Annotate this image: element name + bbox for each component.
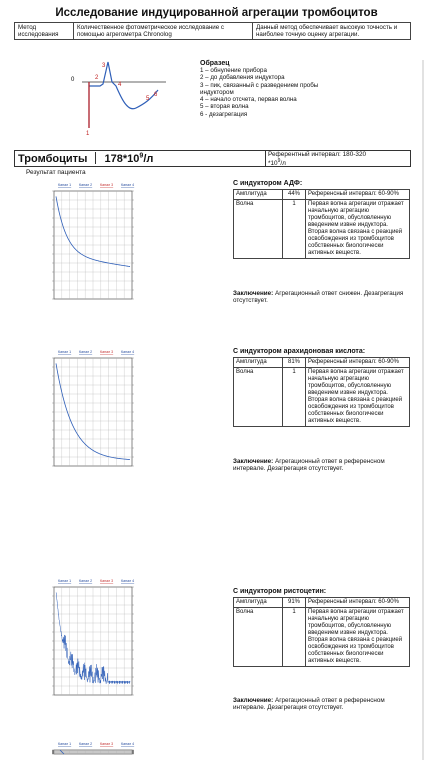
sample-legend-item-3: 3 – пик, связанный с разведением пробы индуктором [200,81,319,96]
conclusion-label: Заключение: [233,697,274,704]
inductor-risto-table [233,597,410,667]
method-note: Данный метод обеспечивает высокую точность и наиболее точную оценку агрегации. [253,23,411,40]
platelets-divider [95,152,96,164]
sample-legend-item-1: 1 – обнуление прибора [200,67,267,74]
method-label: Метод исследования [15,23,74,40]
amp-label: Амплитуда [234,598,283,608]
wave-label: Волна [234,368,283,427]
diagram-label-4: 4 [118,82,122,88]
sample-legend-item-4: 4 – начало отсчета, первая волна [200,96,297,104]
chart-legend-item: Канал 2 [79,350,93,354]
amp-value: 44% [283,190,306,200]
diagram-label-5: 5 [146,96,150,102]
chart-legend-item: Канал 1 [58,579,72,583]
conclusion-text: Агрегационный ответ снижен. Дезагрегация отсутствует. [233,290,404,305]
diagram-label-2: 2 [95,75,99,81]
sample-curve-diagram [62,56,180,138]
chart-legend [58,579,134,583]
amp-label: Амплитуда [234,358,283,368]
amp-value: 91% [283,598,306,608]
wave-label: Волна [234,200,283,259]
sample-legend-item-6: 6 - дезагрегация [200,110,248,118]
conclusion-label: Заключение: [233,458,274,465]
platelets-exp: 9 [139,152,144,160]
aggregation-chart-adp [36,179,150,321]
method-table [14,22,411,40]
inductor-adp-title: С индуктором АДФ: [233,180,303,187]
diagram-label-1: 1 [86,131,90,137]
chart-legend-item: Канал 4 [121,350,135,354]
wave-value: 1 [283,368,306,427]
chart-legend [58,183,134,187]
diagram-label-6: 6 [154,92,158,98]
inductor-risto-conclusion [233,697,413,712]
sample-legend-item-5: 5 – вторая волна [200,103,249,111]
wave-desc: Первая волна агрегации отражает начальную агрегацию тромбоцитов, обусловленную введением извне индуктора. Вторая волна связана с реакцией освобождения из тромбоцитов собственных биологически активных веществ. [306,368,410,427]
chart-legend-item: Канал 4 [121,579,135,583]
chart-legend-item: Канал 3 [100,742,114,746]
chart-legend [58,742,134,746]
amp-value: 81% [283,358,306,368]
inductor-adp-table [233,189,410,259]
wave-desc: Первая волна агрегации отражает начальную агрегацию тромбоцитов, обусловленную введением извне индуктора. Вторая волна связана с реакцией освобождения из тромбоцитов собственных биологически активных веществ. [306,608,410,667]
chart-legend-item: Канал 2 [79,579,93,583]
platelets-value-line [18,152,153,165]
chart-legend-item: Канал 4 [121,742,135,746]
platelets-ref-mult: *10 [268,160,278,168]
sample-legend-item-2: 2 – до добавления индуктора [200,74,285,82]
wave-value: 1 [283,608,306,667]
platelets-ref-unit: /л [280,160,286,168]
diagram-label-0: 0 [71,77,75,83]
chart-legend-item: Канал 3 [100,350,114,354]
platelets-ref [268,151,408,168]
inductor-aa-table [233,357,410,427]
sample-legend-title: Образец [200,60,230,67]
chart-legend-item: Канал 2 [79,183,93,187]
chart-legend-item: Канал 2 [79,742,93,746]
aggregation-chart-arachidonic [36,346,150,488]
inductor-aa-conclusion [233,458,413,473]
inductor-risto-title: С индуктором ристоцетин: [233,588,327,595]
platelets-ref-line1: Референтный интервал: 180-320 [268,151,367,158]
platelets-value: 178*10 [104,153,140,165]
chart-legend-item: Канал 1 [58,350,72,354]
platelets-ref-exp: 9 [277,158,281,165]
page-title: Исследование индуцированной агрегации тромбоцитов [55,7,378,19]
conclusion-text: Агрегационный ответ в референсном интервале. Дезагрегация отсутствует. [233,697,385,712]
aggregation-chart-ristocetin [36,575,150,717]
platelets-label: Тромбоциты [18,153,88,165]
chart-legend-item: Канал 1 [58,742,72,746]
wave-desc: Первая волна агрегации отражает начальную агрегацию тромбоцитов, обусловленную введением извне индуктора. Вторая волна связана с реакцией освобождения из тромбоцитов собственных биологически активных веществ. [306,200,410,259]
amp-label: Амплитуда [234,190,283,200]
chart-legend [58,350,134,354]
conclusion-label: Заключение: [233,290,274,297]
ref-text: Референсный интервал: 60-90% [306,358,410,368]
chart-legend-item: Канал 1 [58,183,72,187]
inductor-aa-title: С индуктором арахидоновая кислота: [233,348,366,355]
wave-value: 1 [283,200,306,259]
platelets-ref-divider [265,150,266,167]
chart-legend-item: Канал 4 [121,183,135,187]
ref-text: Референсный интервал: 60-90% [306,598,410,608]
result-label: Результат пациента [26,169,86,176]
ref-text: Референсный интервал: 60-90% [306,190,410,200]
wave-label: Волна [234,608,283,667]
chart-legend-item: Канал 3 [100,183,114,187]
sample-curve [89,62,158,128]
method-description: Количественное фотометрическое исследование с помощью агрегометра Chronolog [74,23,253,40]
diagram-label-3: 3 [102,63,106,69]
sheet-edge [422,60,424,760]
inductor-adp-conclusion [233,290,413,305]
aggregation-chart-extra [36,738,150,770]
sample-legend [200,60,340,118]
platelets-unit: /л [143,153,154,165]
chart-legend-item: Канал 3 [100,579,114,583]
conclusion-text: Агрегационный ответ в референсном интервале. Дезагрегация отсутствует. [233,458,385,473]
